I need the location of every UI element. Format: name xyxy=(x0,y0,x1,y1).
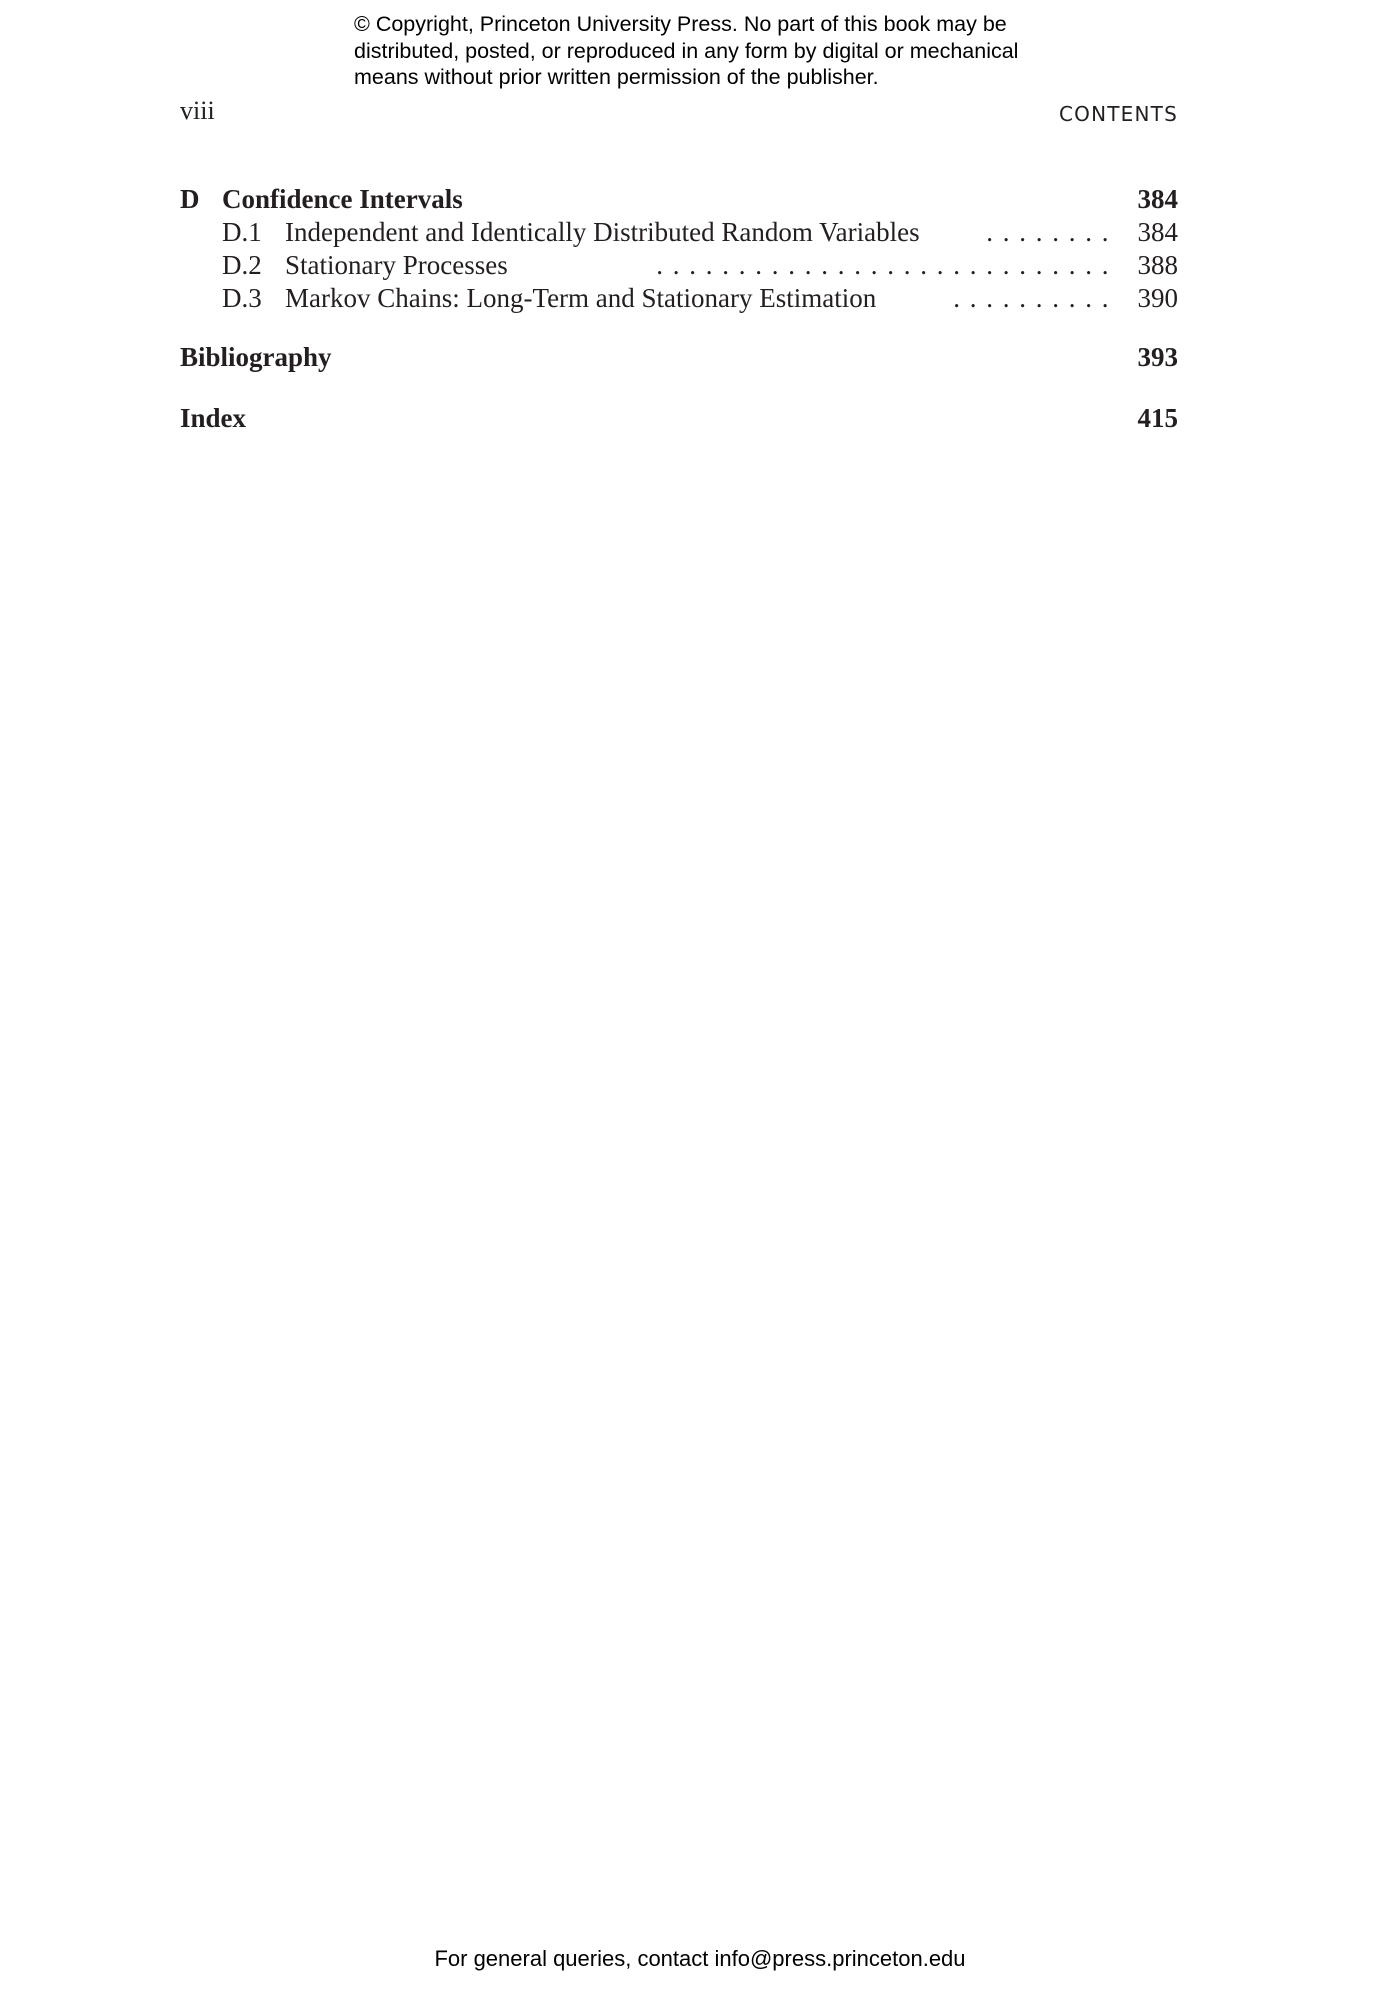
copyright-notice xyxy=(354,11,1114,91)
toc-entry-title: Index xyxy=(180,403,247,433)
copyright-line: © Copyright, Princeton University Press. No part of this book may be xyxy=(354,12,1007,36)
toc-entry-bibliography[interactable] xyxy=(180,341,1178,374)
toc-entry-section-d1[interactable] xyxy=(180,216,1178,249)
toc-entry-appendix-d[interactable] xyxy=(180,183,1178,216)
leader-dots: . . . . . . . . . . . . . . . . . . . . . . . . . . . . xyxy=(656,250,1110,280)
toc-entry-page: 393 xyxy=(1137,342,1178,372)
page-number: viii xyxy=(180,96,215,125)
leader-dots: . . . . . . . . xyxy=(986,217,1110,247)
toc-entry-section-d3[interactable] xyxy=(180,282,1178,315)
copyright-line: distributed, posted, or reproduced in any form by digital or mechanical xyxy=(354,38,1019,63)
leader-dots: . . . . . . . . . . xyxy=(953,283,1110,313)
section-heading: CONTENTS xyxy=(1059,102,1178,126)
toc-section-title: Independent and Identically Distributed Random Variables xyxy=(285,217,920,247)
toc-section-page: 384 xyxy=(1137,217,1178,247)
copyright-line: means without prior written permission of the publisher. xyxy=(354,65,879,89)
toc-section-number: D.3 xyxy=(222,283,262,313)
toc-section-page: 390 xyxy=(1137,283,1178,313)
toc-entry-number: D xyxy=(180,184,200,214)
toc-entry-section-d2[interactable] xyxy=(180,249,1178,282)
toc-section-page: 388 xyxy=(1137,250,1178,280)
footer-contact: For general queries, contact info@press.princeton.edu xyxy=(434,1946,966,1971)
toc-section-number: D.1 xyxy=(222,217,262,247)
toc-entry-page: 384 xyxy=(1137,184,1178,214)
table-of-contents xyxy=(180,183,1178,435)
toc-entry-index[interactable] xyxy=(180,402,1178,435)
toc-entry-title: Bibliography xyxy=(180,342,332,372)
toc-section-number: D.2 xyxy=(222,250,262,280)
toc-entry-page: 415 xyxy=(1137,403,1178,433)
running-head xyxy=(180,96,1178,130)
toc-section-title: Stationary Processes xyxy=(285,250,508,280)
toc-section-title: Markov Chains: Long-Term and Stationary Estimation xyxy=(285,283,877,313)
toc-entry-title: Confidence Intervals xyxy=(222,184,463,214)
